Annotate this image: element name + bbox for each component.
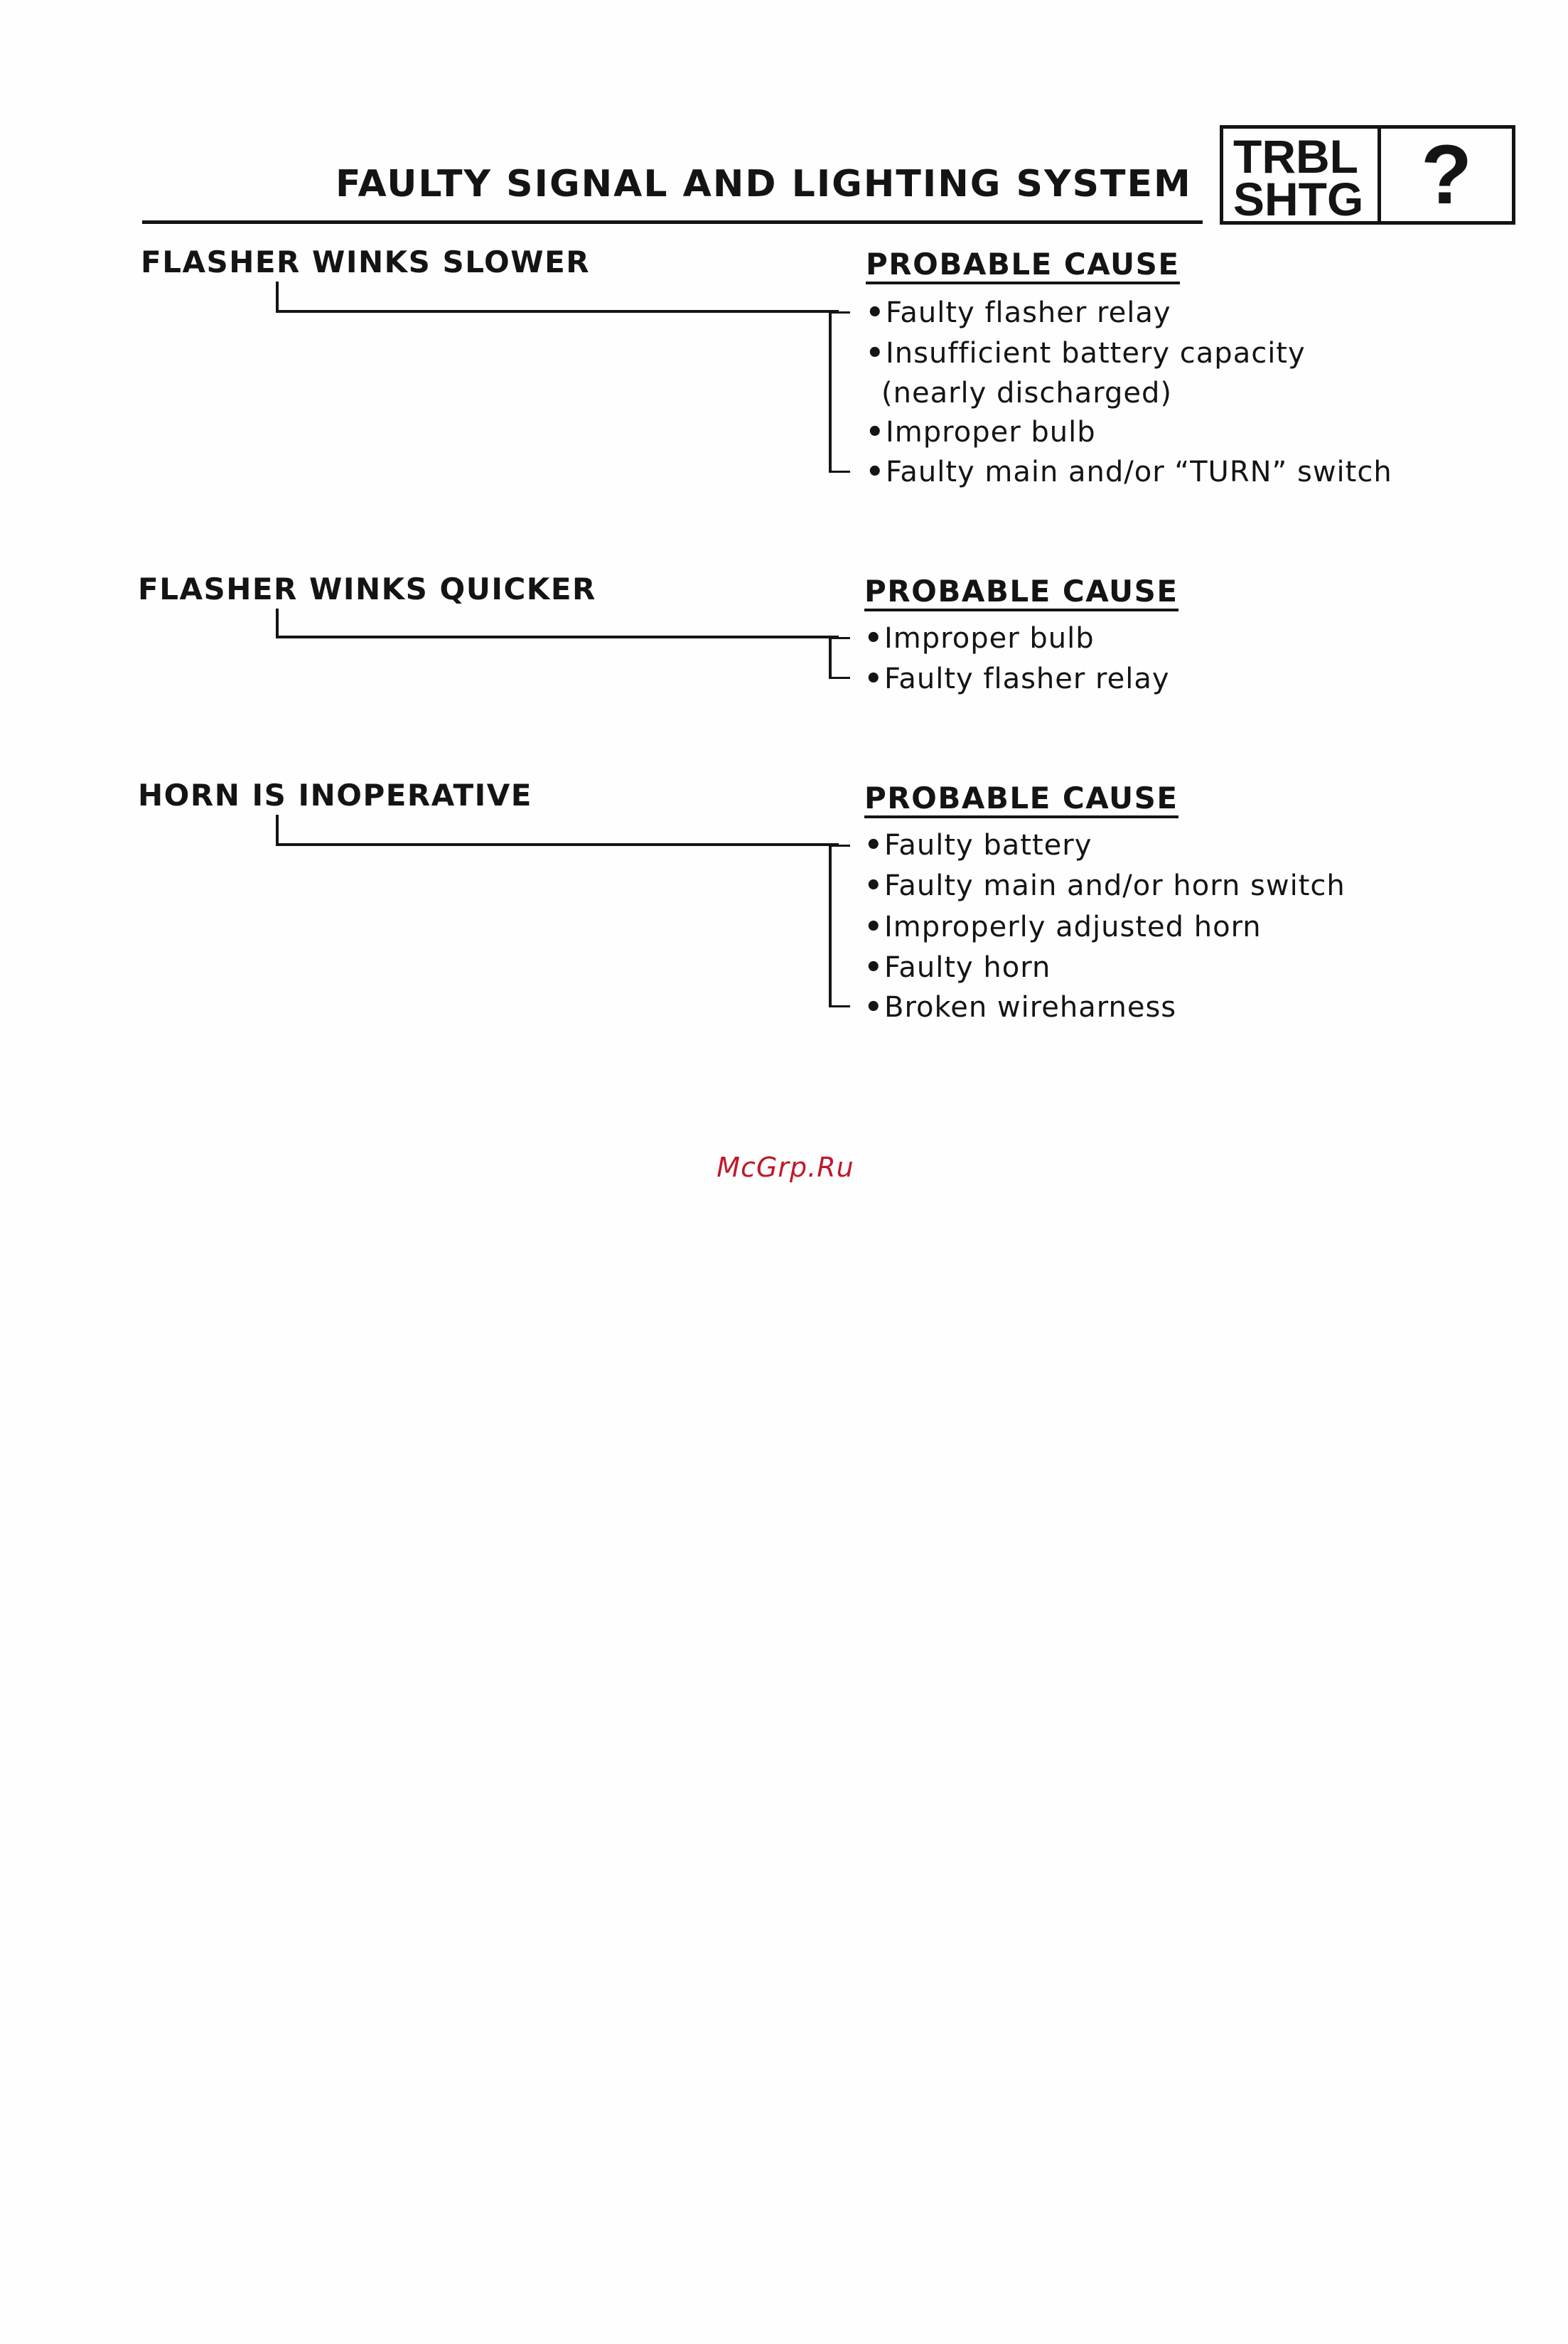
bullet-icon: • xyxy=(864,869,884,902)
bullet-icon: • xyxy=(866,456,885,488)
cause-item xyxy=(864,910,1262,944)
cause-text: Improper bulb xyxy=(886,416,1096,449)
page-title: FAULTY SIGNAL AND LIGHTING SYSTEM xyxy=(335,163,1192,205)
bracket-tick xyxy=(829,1005,850,1007)
probable-cause-heading: PROBABLE CAUSE xyxy=(864,781,1178,818)
bracket-tick xyxy=(829,845,850,847)
cause-text: (nearly discharged) xyxy=(881,377,1172,410)
question-mark-icon: ? xyxy=(1420,128,1473,222)
bracket-line xyxy=(829,636,832,678)
cause-text: Faulty horn xyxy=(884,951,1051,984)
bracket-tick xyxy=(829,311,850,314)
bullet-icon: • xyxy=(866,296,885,329)
cause-text: Faulty flasher relay xyxy=(884,663,1170,695)
cause-item xyxy=(864,662,1170,696)
bullet-icon: • xyxy=(864,829,884,862)
cause-text: Insufficient battery capacity xyxy=(886,337,1306,370)
bullet-icon: • xyxy=(866,416,885,449)
bullet-icon: • xyxy=(864,622,884,655)
connector-line xyxy=(276,282,279,311)
cause-item xyxy=(864,869,1346,903)
symptom-horn-is-inoperative: HORN IS INOPERATIVE xyxy=(138,778,532,813)
bullet-icon: • xyxy=(864,911,884,943)
cause-text: Faulty battery xyxy=(884,829,1092,862)
bracket-tick xyxy=(829,677,850,679)
symptom-flasher-winks-slower: FLASHER WINKS SLOWER xyxy=(141,245,591,279)
cause-item xyxy=(864,990,1176,1024)
probable-cause-heading: PROBABLE CAUSE xyxy=(866,247,1180,284)
cause-item xyxy=(866,296,1171,330)
cause-item xyxy=(864,621,1095,655)
bracket-line xyxy=(829,843,832,1007)
troubleshooting-tab xyxy=(1220,125,1515,225)
bullet-icon: • xyxy=(864,991,884,1024)
tab-label-line2: SHTG xyxy=(1233,173,1364,225)
bracket-tick xyxy=(829,637,850,639)
title-rule xyxy=(142,220,1203,224)
cause-text: Faulty main and/or “TURN” switch xyxy=(886,456,1392,488)
cause-text: Improper bulb xyxy=(884,622,1095,655)
cause-item xyxy=(866,336,1306,370)
tab-label-line1: TRBL xyxy=(1233,130,1358,183)
connector-line xyxy=(276,609,279,637)
bullet-icon: • xyxy=(866,337,885,370)
cause-item xyxy=(864,951,1051,985)
bracket-tick xyxy=(829,471,850,473)
cause-text: Broken wireharness xyxy=(884,991,1177,1024)
connector-line xyxy=(276,636,839,638)
cause-text: Improperly adjusted horn xyxy=(884,911,1262,943)
cause-item xyxy=(866,455,1392,489)
watermark-link[interactable]: McGrp.Ru xyxy=(716,1152,854,1183)
connector-line xyxy=(276,310,839,313)
bullet-icon: • xyxy=(864,663,884,695)
bullet-icon: • xyxy=(864,951,884,984)
cause-item-continuation xyxy=(881,376,1172,410)
connector-line xyxy=(276,815,279,845)
bracket-line xyxy=(829,310,832,472)
cause-item xyxy=(864,828,1092,862)
probable-cause-heading: PROBABLE CAUSE xyxy=(864,574,1178,611)
connector-line xyxy=(276,843,839,846)
cause-text: Faulty flasher relay xyxy=(886,296,1171,329)
cause-text: Faulty main and/or horn switch xyxy=(884,869,1346,902)
symptom-flasher-winks-quicker: FLASHER WINKS QUICKER xyxy=(138,572,596,606)
cause-item xyxy=(866,415,1096,449)
